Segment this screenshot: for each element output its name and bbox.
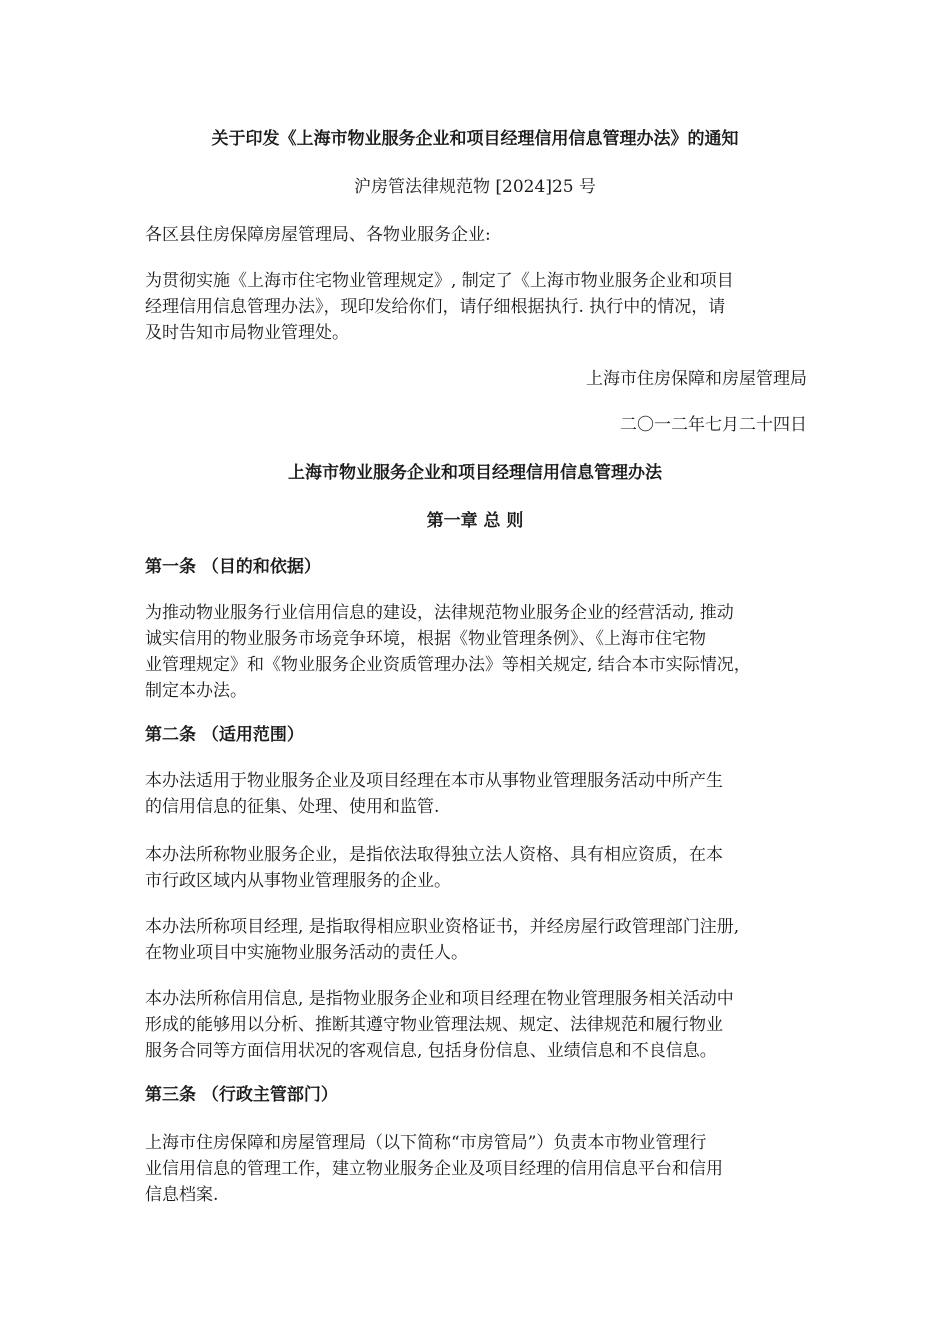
issue-date: 二〇一二年七月二十四日 xyxy=(620,415,807,435)
text-line: 本办法所称信用信息, 是指物业服务企业和项目经理在物业管理服务相关活动中 xyxy=(145,989,734,1009)
article-2-heading: 第二条 （适用范围） xyxy=(145,725,304,745)
notice-body xyxy=(145,268,813,346)
text-line: 诚实信用的物业服务市场竞争环境，根据《物业管理条例》、《上海市住宅物 xyxy=(145,629,706,649)
text-line: 本办法适用于物业服务企业及项目经理在本市从事物业管理服务活动中所产生 xyxy=(145,771,723,791)
text-line: 制定本办法。 xyxy=(145,681,247,701)
text-line: 市行政区域内从事物业管理服务的企业。 xyxy=(145,871,451,891)
text-line: 的信用信息的征集、处理、使用和监管. xyxy=(145,797,440,817)
text-line: 及时告知市局物业管理处。 xyxy=(145,323,349,343)
text-line: 本办法所称项目经理, 是指取得相应职业资格证书，并经房屋行政管理部门注册, xyxy=(145,917,740,937)
measures-title: 上海市物业服务企业和项目经理信用信息管理办法 xyxy=(288,463,662,483)
addressee: 各区县住房保障房屋管理局、各物业服务企业: xyxy=(145,225,491,245)
article-1-paragraph xyxy=(145,600,813,704)
text-line: 业信用信息的管理工作，建立物业服务企业及项目经理的信用信息平台和信用 xyxy=(145,1159,723,1179)
text-line: 形成的能够用以分析、推断其遵守物业管理法规、规定、法律规范和履行物业 xyxy=(145,1015,723,1035)
text-line: 为推动物业服务行业信用信息的建设，法律规范物业服务企业的经营活动, 推动 xyxy=(145,603,734,623)
article-2-paragraph-3 xyxy=(145,914,813,966)
text-line: 本办法所称物业服务企业，是指依法取得独立法人资格、具有相应资质，在本 xyxy=(145,845,723,865)
article-2-paragraph-2 xyxy=(145,842,813,894)
text-line: 上海市住房保障和房屋管理局（以下简称“市房管局”）负责本市物业管理行 xyxy=(145,1133,707,1153)
text-line: 经理信用信息管理办法》，现印发给你们，请仔细根据执行. 执行中的情况，请 xyxy=(145,297,726,317)
article-2-paragraph-1 xyxy=(145,768,813,820)
article-1-heading: 第一条 （目的和依据） xyxy=(145,557,321,577)
text-line: 为贯彻实施《上海市住宅物业管理规定》, 制定了《上海市物业服务企业和项目 xyxy=(145,271,734,291)
notice-title: 关于印发《上海市物业服务企业和项目经理信用信息管理办法》的通知 xyxy=(211,129,739,149)
text-line: 业管理规定》和《物业服务企业资质管理办法》等相关规定, 结合本市实际情况， xyxy=(145,655,751,675)
article-3-heading: 第三条 （行政主管部门） xyxy=(145,1085,338,1105)
chapter-heading: 第一章 总 则 xyxy=(426,511,524,531)
issuer: 上海市住房保障和房屋管理局 xyxy=(586,369,807,389)
text-line: 在物业项目中实施物业服务活动的责任人。 xyxy=(145,943,468,963)
document-number: 沪房管法律规范物 [2024]25 号 xyxy=(354,177,596,197)
article-3-paragraph xyxy=(145,1130,813,1208)
text-line: 信息档案. xyxy=(145,1185,219,1205)
article-2-paragraph-4 xyxy=(145,986,813,1064)
text-line: 服务合同等方面信用状况的客观信息, 包括身份信息、业绩信息和不良信息。 xyxy=(145,1041,717,1061)
